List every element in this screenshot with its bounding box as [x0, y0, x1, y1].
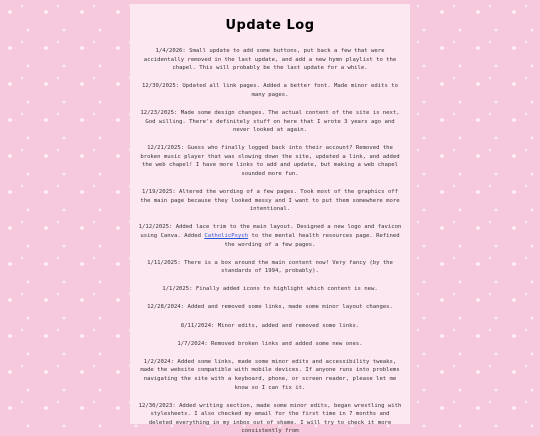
update-log-list	[138, 47, 402, 436]
log-entry: 1/7/2024: Removed broken links and added some new ones.	[177, 340, 363, 347]
log-entry: 12/21/2025: Guess who finally logged back into their account? Removed the broken music player that was slowing down the site, updated a link, and added the web chapel! I have more links to add and update, but making a web chapel sounded more fun.	[140, 145, 400, 178]
log-entry: 12/30/2025: Updated all link pages. Added a better font. Made minor edits to many pages.	[142, 83, 398, 98]
main-content-box	[130, 4, 410, 435]
log-entry-text: to the mental health resources page. Refined the wording of a few pages.	[224, 233, 400, 248]
catholicpsych-link[interactable]: CatholicPsych	[204, 233, 249, 239]
log-entry: 1/2/2024: Added some links, made some minor edits and accessibility tweaks, made the website compatible with mobile devices. If anyone runs into problems navigating the site with a keyboard, phone, or screen reader, please let me know so I can fix it.	[140, 358, 400, 391]
log-entry	[138, 223, 402, 249]
log-entry-text: 1/12/2025: Added lace trim to the main layout. Designed a new logo and favicon using Canva. Added	[138, 224, 402, 239]
log-entry: 12/30/2023: Added writing section, made some minor edits, began wrestling with stylesheets. I also checked my email for the first time in 7 months and deleted everything in my inbox out of shame. I will try to check it more consistently from	[138, 402, 402, 435]
log-entry: 12/28/2024: Added and removed some links, made some minor layout changes.	[147, 304, 393, 311]
log-entry: 8/11/2024: Minor edits, added and removed some links.	[180, 322, 360, 329]
log-entry: 1/1/2025: Finally added icons to highlight which content is new.	[162, 286, 378, 293]
log-entry: 1/4/2026: Small update to add some buttons, put back a few that were accidentally removed in the last update, and add a new hymn playlist to the chapel. This will probably be the last update for a while.	[143, 48, 397, 72]
log-entry: 12/23/2025: Made some design changes. The actual content of the site is next, God willing. There's definitely stuff on here that I wrote 3 years ago and never looked at again.	[140, 109, 400, 134]
log-entry: 1/11/2025: There is a box around the main content now! Very fancy (by the standards of 1994, probably).	[147, 259, 393, 275]
log-entry: 1/19/2025: Altered the wording of a few pages. Took most of the graphics off the main page because they looked messy and I want to put them somewhere more intentional.	[140, 189, 400, 213]
page-title: Update Log	[225, 18, 315, 33]
